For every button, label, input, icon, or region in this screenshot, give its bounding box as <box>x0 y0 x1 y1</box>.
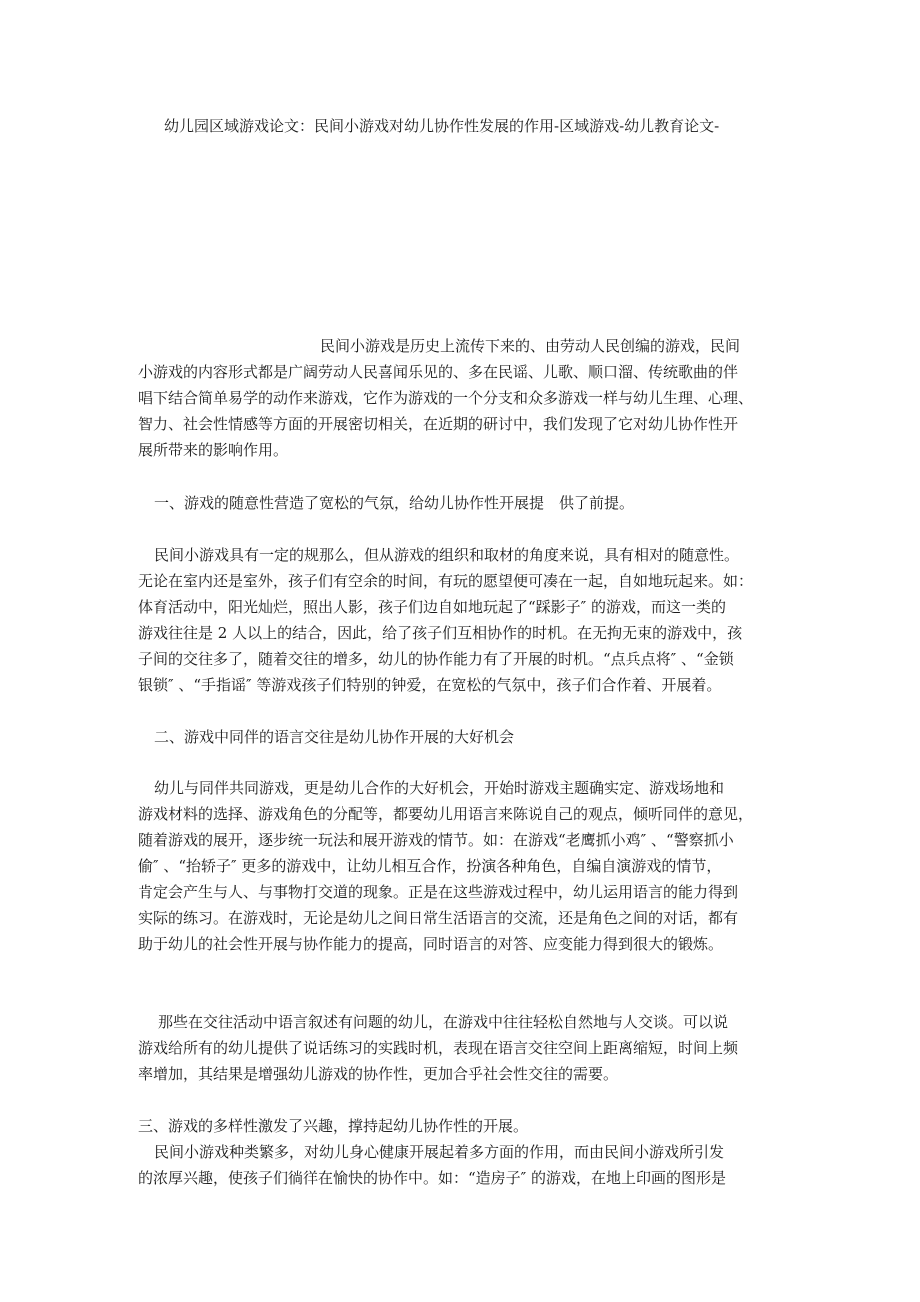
section-heading-3 <box>138 1113 792 1139</box>
text-line: 幼儿与同伴共同游戏，更是幼儿合作的大好机会，开始时游戏主题确实定、游戏场地和 <box>154 779 725 797</box>
section-1-paragraph <box>138 542 792 698</box>
text-line: 唱下结合简单易学的动作来游戏，它作为游戏的一个分支和众多游戏一样与幼儿生理、心理、 <box>138 389 754 407</box>
text-line: 的浓厚兴趣，使孩子们徜徉在愉快的协作中。如：“造房子″ 的游戏，在地上印画的图形是 <box>138 1169 727 1187</box>
text-line: 游戏材料的选择、游戏角色的分配等，都要幼儿用语言来陈说自己的观点，倾听同伴的意见， <box>138 805 754 823</box>
text-line: 子间的交往多了，随着交往的增多，幼儿的协作能力有了开展的时机。“点兵点将″ 、“金锁 <box>138 650 734 668</box>
text-line: 肯定会产生与人、与事物打交道的现象。正是在这些游戏过程中，幼儿运用语言的能力得到 <box>138 883 739 901</box>
heading-text: 二、游戏中同伴的语言交往是幼儿协作开展的大好机会 <box>154 728 515 746</box>
section-2-paragraph-2 <box>138 1009 792 1087</box>
text-line: 民间小游戏是历史上流传下来的、由劳动人民创编的游戏，民间 <box>320 337 741 355</box>
text-line: 小游戏的内容形式都是广阔劳动人民喜闻乐见的、多在民谣、儿歌、顺口溜、传统歌曲的伴 <box>138 363 739 381</box>
heading-text: 三、游戏的多样性激发了兴趣，撑持起幼儿协作性的开展。 <box>138 1117 529 1135</box>
document-title: 幼儿园区域游戏论文：民间小游戏对幼儿协作性发展的作用-区域游戏-幼儿教育论文- <box>164 117 720 135</box>
text-line: 偷″ 、“抬轿子″ 更多的游戏中，让幼儿相互合作，扮演各种角色，自编自演游戏的情节， <box>138 857 722 875</box>
text-line: 无论在室内还是室外，孩子们有空余的时间，有玩的愿望便可凑在一起，自如地玩起来。如： <box>138 572 754 590</box>
section-2-paragraph <box>138 775 792 957</box>
intro-paragraph <box>138 333 792 463</box>
text-line: 展所带来的影响作用。 <box>138 441 289 459</box>
text-line: 实际的练习。在游戏时，无论是幼儿之间日常生活语言的交流，还是角色之间的对话，都有 <box>138 909 739 927</box>
section-heading-2 <box>138 724 792 750</box>
text-line: 率增加，其结果是增强幼儿游戏的协作性，更加合乎社会性交往的需要。 <box>138 1065 619 1083</box>
text-line: 那些在交往活动中语言叙述有问题的幼儿，在游戏中往往轻松自然地与人交谈。可以说 <box>158 1013 729 1031</box>
text-line: 民间小游戏具有一定的规那么，但从游戏的组织和取材的角度来说，具有相对的随意性。 <box>154 546 740 564</box>
text-line: 助于幼儿的社会性开展与协作能力的提高，同时语言的对答、应变能力得到很大的锻炼。 <box>138 935 724 953</box>
section-heading-1 <box>138 490 792 516</box>
text-line: 银锁″ 、“手指谣″ 等游戏孩子们特别的钟爱，在宽松的气氛中，孩子们合作着、开展着。 <box>138 676 722 694</box>
heading-text: 一、游戏的随意性营造了宽松的气氛，给幼儿协作性开展提 供了前提。 <box>154 494 635 512</box>
text-line: 体育活动中，阳光灿烂，照出人影，孩子们边自如地玩起了“踩影子″ 的游戏，而这一类的 <box>138 598 727 616</box>
text-line: 游戏给所有的幼儿提供了说话练习的实践时机，表现在语言交往空间上距离缩短，时间上频 <box>138 1039 739 1057</box>
text-line: 智力、社会性情感等方面的开展密切相关，在近期的研讨中，我们发现了它对幼儿协作性开 <box>138 415 739 433</box>
text-line: 民间小游戏种类繁多，对幼儿身心健康开展起着多方面的作用，而由民间小游戏所引发 <box>154 1143 725 1161</box>
text-line: 游戏往往是 2 人以上的结合，因此，给了孩子们互相协作的时机。在无拘无束的游戏中，孩 <box>138 624 743 642</box>
section-3-paragraph <box>138 1139 792 1191</box>
text-line: 随着游戏的展开，逐步统一玩法和展开游戏的情节。如：在游戏“老鹰抓小鸡″ 、“警察抓小 <box>138 831 734 849</box>
